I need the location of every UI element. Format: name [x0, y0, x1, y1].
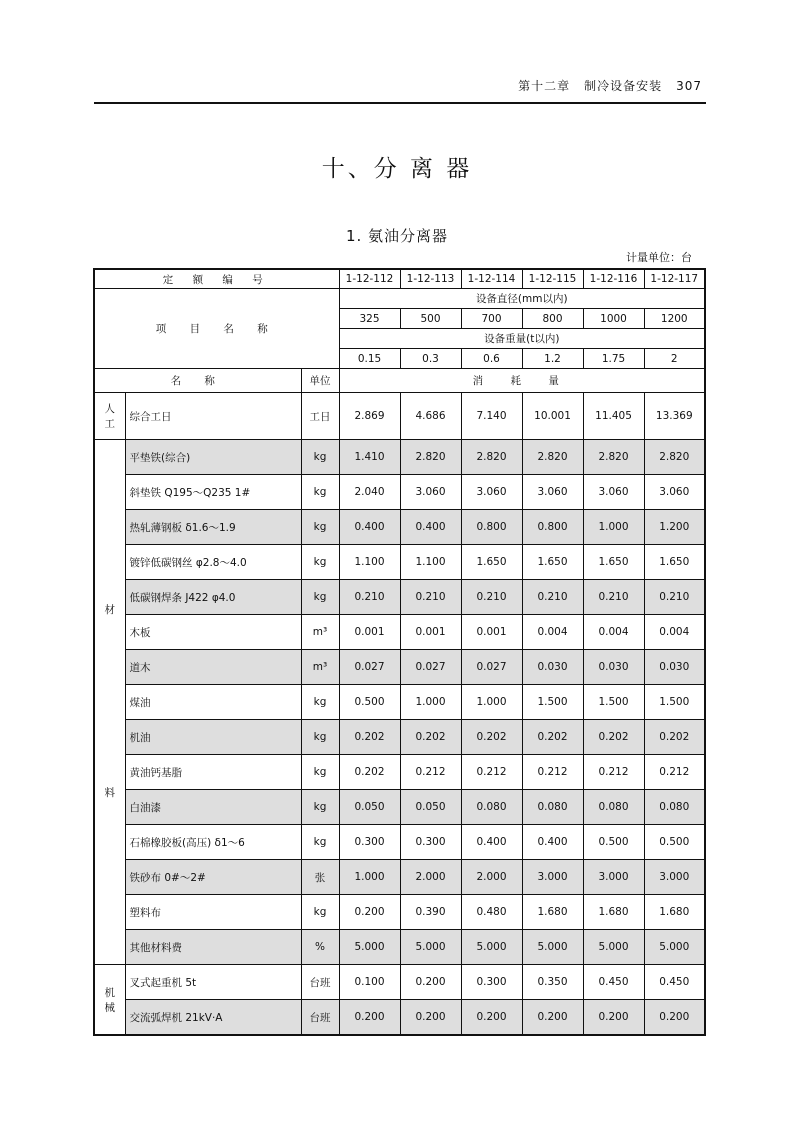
material-value: 0.200 — [339, 895, 400, 930]
page-title: 十、分 离 器 — [321, 156, 473, 182]
material-value: 2.040 — [339, 475, 400, 510]
material-unit: kg — [301, 545, 339, 580]
diameter-value: 1000 — [583, 309, 644, 329]
material-unit: m³ — [301, 615, 339, 650]
material-unit: kg — [301, 825, 339, 860]
quota-code: 1-12-116 — [583, 269, 644, 289]
material-value: 2.820 — [522, 440, 583, 475]
quota-code: 1-12-117 — [644, 269, 705, 289]
weight-value: 1.2 — [522, 349, 583, 369]
labor-value: 13.369 — [644, 393, 705, 440]
material-value: 0.300 — [339, 825, 400, 860]
material-value: 0.202 — [339, 755, 400, 790]
material-value: 0.202 — [583, 720, 644, 755]
material-value: 0.202 — [400, 720, 461, 755]
material-value: 0.212 — [400, 755, 461, 790]
material-row — [94, 790, 705, 825]
material-value: 0.210 — [583, 580, 644, 615]
material-value: 3.000 — [583, 860, 644, 895]
material-value: 0.500 — [339, 685, 400, 720]
material-value: 2.000 — [400, 860, 461, 895]
material-value: 0.027 — [400, 650, 461, 685]
header-text — [504, 77, 702, 94]
material-name: 低碳钢焊条 J422 φ4.0 — [125, 580, 301, 615]
item-name-label: 项 目 名 称 — [94, 289, 339, 369]
material-row — [94, 510, 705, 545]
labor-value: 11.405 — [583, 393, 644, 440]
material-name: 铁砂布 0#～2# — [125, 860, 301, 895]
material-value: 0.400 — [461, 825, 522, 860]
material-value: 0.212 — [644, 755, 705, 790]
machine-value: 0.350 — [522, 965, 583, 1000]
weight-value: 0.3 — [400, 349, 461, 369]
material-value: 0.004 — [644, 615, 705, 650]
material-value: 0.212 — [522, 755, 583, 790]
material-value: 0.030 — [644, 650, 705, 685]
machine-value: 0.100 — [339, 965, 400, 1000]
weight-value: 0.6 — [461, 349, 522, 369]
material-value: 0.027 — [339, 650, 400, 685]
material-name: 热轧薄钢板 δ1.6～1.9 — [125, 510, 301, 545]
material-value: 1.000 — [339, 860, 400, 895]
material-value: 1.000 — [461, 685, 522, 720]
material-name: 道木 — [125, 650, 301, 685]
diameter-label: 设备直径(mm以内) — [339, 289, 705, 309]
material-value: 1.410 — [339, 440, 400, 475]
material-value: 0.480 — [461, 895, 522, 930]
material-value: 3.060 — [461, 475, 522, 510]
material-value: 3.060 — [522, 475, 583, 510]
material-value: 0.400 — [339, 510, 400, 545]
measurement-unit: 计量单位：台 — [626, 251, 692, 264]
material-value: 0.390 — [400, 895, 461, 930]
material-value: 0.080 — [583, 790, 644, 825]
material-value: 0.210 — [644, 580, 705, 615]
material-value: 5.000 — [400, 930, 461, 965]
material-value: 0.800 — [461, 510, 522, 545]
quota-code: 1-12-112 — [339, 269, 400, 289]
material-name: 平垫铁(综合) — [125, 440, 301, 475]
machine-value: 0.200 — [522, 1000, 583, 1036]
material-unit: m³ — [301, 650, 339, 685]
material-row — [94, 580, 705, 615]
labor-value: 7.140 — [461, 393, 522, 440]
quota-code: 1-12-115 — [522, 269, 583, 289]
material-value: 5.000 — [644, 930, 705, 965]
machine-name: 叉式起重机 5t — [125, 965, 301, 1000]
consumption-header: 消 耗 量 — [339, 369, 705, 393]
material-value: 1.650 — [644, 545, 705, 580]
material-value: 0.030 — [583, 650, 644, 685]
material-value: 0.210 — [400, 580, 461, 615]
machine-value: 0.450 — [644, 965, 705, 1000]
material-value: 0.202 — [339, 720, 400, 755]
material-value: 2.820 — [583, 440, 644, 475]
weight-value: 1.75 — [583, 349, 644, 369]
material-value: 0.004 — [522, 615, 583, 650]
material-value: 5.000 — [583, 930, 644, 965]
material-row — [94, 755, 705, 790]
material-value: 2.000 — [461, 860, 522, 895]
material-value: 2.820 — [400, 440, 461, 475]
material-row — [94, 685, 705, 720]
machine-value: 0.450 — [583, 965, 644, 1000]
material-value: 1.680 — [522, 895, 583, 930]
machine-value: 0.200 — [339, 1000, 400, 1036]
weight-value: 2 — [644, 349, 705, 369]
material-unit: kg — [301, 895, 339, 930]
material-row — [94, 440, 705, 475]
chapter-label: 第十二章 — [518, 79, 571, 93]
material-value: 5.000 — [461, 930, 522, 965]
material-value: 0.212 — [583, 755, 644, 790]
quota-number-label: 定 额 编 号 — [94, 269, 339, 289]
material-value: 3.060 — [644, 475, 705, 510]
material-value: 0.400 — [522, 825, 583, 860]
material-row — [94, 545, 705, 580]
material-value: 0.500 — [583, 825, 644, 860]
material-name: 木板 — [125, 615, 301, 650]
weight-value: 0.15 — [339, 349, 400, 369]
page-header — [94, 74, 706, 104]
material-row — [94, 720, 705, 755]
labor-category: 人工 — [94, 393, 125, 440]
material-value: 5.000 — [339, 930, 400, 965]
material-value: 0.210 — [461, 580, 522, 615]
unit-column-header: 单位 — [301, 369, 339, 393]
material-value: 0.210 — [339, 580, 400, 615]
labor-name: 综合工日 — [125, 393, 301, 440]
material-name: 黄油钙基脂 — [125, 755, 301, 790]
material-value: 0.212 — [461, 755, 522, 790]
machine-value: 0.200 — [400, 1000, 461, 1036]
material-unit: 张 — [301, 860, 339, 895]
material-value: 1.100 — [400, 545, 461, 580]
material-value: 1.100 — [339, 545, 400, 580]
material-value: 3.060 — [583, 475, 644, 510]
material-unit: kg — [301, 440, 339, 475]
material-value: 2.820 — [461, 440, 522, 475]
material-value: 0.027 — [461, 650, 522, 685]
material-value: 1.680 — [583, 895, 644, 930]
machine-unit: 台班 — [301, 965, 339, 1000]
material-value: 0.004 — [583, 615, 644, 650]
labor-unit: 工日 — [301, 393, 339, 440]
material-value: 0.001 — [400, 615, 461, 650]
machine-name: 交流弧焊机 21kV·A — [125, 1000, 301, 1036]
section-label: 制冷设备安装 — [584, 79, 663, 93]
material-unit: kg — [301, 755, 339, 790]
material-unit: kg — [301, 720, 339, 755]
machine-category: 机械 — [94, 965, 125, 1036]
material-name: 塑料布 — [125, 895, 301, 930]
labor-value: 4.686 — [400, 393, 461, 440]
machine-row — [94, 1000, 705, 1036]
material-value: 0.800 — [522, 510, 583, 545]
diameter-value: 325 — [339, 309, 400, 329]
material-value: 1.500 — [522, 685, 583, 720]
material-value: 1.650 — [583, 545, 644, 580]
material-value: 1.000 — [583, 510, 644, 545]
material-value: 3.060 — [400, 475, 461, 510]
material-value: 5.000 — [522, 930, 583, 965]
material-name: 斜垫铁 Q195～Q235 1# — [125, 475, 301, 510]
material-value: 0.202 — [522, 720, 583, 755]
machine-value: 0.200 — [461, 1000, 522, 1036]
quota-code: 1-12-114 — [461, 269, 522, 289]
material-value: 1.650 — [461, 545, 522, 580]
material-value: 0.500 — [644, 825, 705, 860]
machine-value: 0.200 — [400, 965, 461, 1000]
material-row — [94, 475, 705, 510]
material-value: 1.500 — [583, 685, 644, 720]
material-row — [94, 895, 705, 930]
machine-row — [94, 965, 705, 1000]
material-value: 1.200 — [644, 510, 705, 545]
material-unit: kg — [301, 580, 339, 615]
material-name: 机油 — [125, 720, 301, 755]
material-category — [94, 440, 125, 965]
material-value: 0.080 — [644, 790, 705, 825]
material-value: 0.400 — [400, 510, 461, 545]
material-value: 0.080 — [461, 790, 522, 825]
diameter-value: 700 — [461, 309, 522, 329]
material-value: 0.050 — [400, 790, 461, 825]
material-name: 其他材料费 — [125, 930, 301, 965]
material-row — [94, 860, 705, 895]
material-value: 1.500 — [644, 685, 705, 720]
material-value: 3.000 — [522, 860, 583, 895]
machine-value: 0.200 — [583, 1000, 644, 1036]
diameter-value: 1200 — [644, 309, 705, 329]
machine-value: 0.300 — [461, 965, 522, 1000]
material-row — [94, 825, 705, 860]
material-value: 0.080 — [522, 790, 583, 825]
machine-unit: 台班 — [301, 1000, 339, 1036]
machine-value: 0.200 — [644, 1000, 705, 1036]
material-value: 1.650 — [522, 545, 583, 580]
section-subtitle: 1. 氨油分离器 — [345, 227, 449, 245]
material-name: 白油漆 — [125, 790, 301, 825]
material-value: 0.030 — [522, 650, 583, 685]
material-unit: kg — [301, 685, 339, 720]
material-unit: kg — [301, 510, 339, 545]
labor-value: 2.869 — [339, 393, 400, 440]
material-value: 1.680 — [644, 895, 705, 930]
material-category-bottom: 料 — [104, 787, 115, 799]
page-number: 307 — [676, 79, 702, 93]
material-value: 0.001 — [339, 615, 400, 650]
material-row — [94, 930, 705, 965]
material-value: 0.050 — [339, 790, 400, 825]
material-value: 1.000 — [400, 685, 461, 720]
material-unit: % — [301, 930, 339, 965]
labor-value: 10.001 — [522, 393, 583, 440]
diameter-value: 500 — [400, 309, 461, 329]
diameter-value: 800 — [522, 309, 583, 329]
quota-table — [93, 268, 706, 1036]
weight-label: 设备重量(t以内) — [339, 329, 705, 349]
material-name: 煤油 — [125, 685, 301, 720]
name-column-header: 名 称 — [94, 369, 301, 393]
material-name: 镀锌低碳钢丝 φ2.8～4.0 — [125, 545, 301, 580]
material-row — [94, 650, 705, 685]
material-value: 0.210 — [522, 580, 583, 615]
material-name: 石棉橡胶板(高压) δ1～6 — [125, 825, 301, 860]
material-value: 0.202 — [644, 720, 705, 755]
material-value: 0.001 — [461, 615, 522, 650]
quota-code: 1-12-113 — [400, 269, 461, 289]
material-value: 2.820 — [644, 440, 705, 475]
material-unit: kg — [301, 790, 339, 825]
material-row — [94, 615, 705, 650]
material-category-top: 材 — [104, 603, 115, 616]
material-value: 0.202 — [461, 720, 522, 755]
material-value: 3.000 — [644, 860, 705, 895]
material-value: 0.300 — [400, 825, 461, 860]
material-unit: kg — [301, 475, 339, 510]
